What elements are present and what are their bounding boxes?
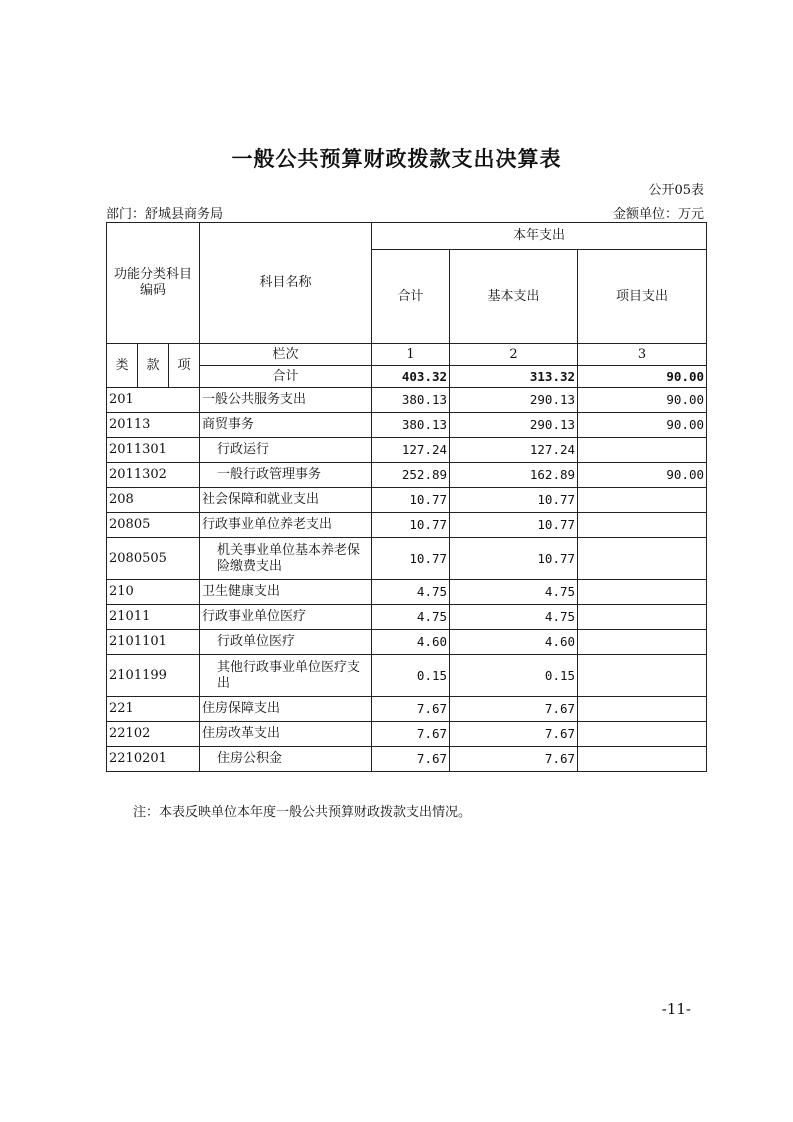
header-total: 合计 — [372, 250, 450, 344]
row-project — [578, 580, 707, 605]
table-row — [107, 697, 707, 722]
table-row — [107, 463, 707, 488]
row-total: 4.75 — [372, 605, 450, 630]
row-basic: 162.89 — [450, 463, 578, 488]
header-column-no: 栏次 — [200, 344, 372, 366]
row-project — [578, 655, 707, 697]
table-row — [107, 747, 707, 772]
table-row — [107, 413, 707, 438]
row-subject-name: 行政单位医疗 — [200, 630, 372, 655]
row-code: 2080505 — [107, 538, 200, 580]
total-sum: 403.32 — [372, 366, 450, 388]
row-total: 10.77 — [372, 488, 450, 513]
table-row — [107, 655, 707, 697]
row-subject-name: 卫生健康支出 — [200, 580, 372, 605]
row-code: 210 — [107, 580, 200, 605]
row-project — [578, 747, 707, 772]
row-code: 221 — [107, 697, 200, 722]
row-total: 10.77 — [372, 513, 450, 538]
table-row — [107, 513, 707, 538]
header-subject-name: 科目名称 — [200, 223, 372, 344]
row-subject-name: 机关事业单位基本养老保险缴费支出 — [200, 538, 372, 580]
row-subject-name: 商贸事务 — [200, 413, 372, 438]
row-subject-name: 行政事业单位养老支出 — [200, 513, 372, 538]
table-row — [107, 538, 707, 580]
table-row — [107, 488, 707, 513]
department-label: 部门：舒城县商务局 — [106, 207, 224, 222]
row-subject-name: 住房改革支出 — [200, 722, 372, 747]
row-total: 4.75 — [372, 580, 450, 605]
row-basic: 10.77 — [450, 513, 578, 538]
row-project — [578, 488, 707, 513]
row-basic: 7.67 — [450, 697, 578, 722]
form-number: 公开05表 — [648, 183, 704, 198]
header-xiang: 项 — [169, 344, 200, 388]
row-code: 2101199 — [107, 655, 200, 697]
row-code: 208 — [107, 488, 200, 513]
row-code: 2210201 — [107, 747, 200, 772]
row-code: 21011 — [107, 605, 200, 630]
row-basic: 290.13 — [450, 388, 578, 413]
expenditure-table — [106, 222, 707, 772]
row-subject-name: 住房保障支出 — [200, 697, 372, 722]
row-total: 4.60 — [372, 630, 450, 655]
row-code: 20113 — [107, 413, 200, 438]
table-row — [107, 438, 707, 463]
row-code: 2011302 — [107, 463, 200, 488]
row-subject-name: 一般行政管理事务 — [200, 463, 372, 488]
row-total: 252.89 — [372, 463, 450, 488]
row-basic: 4.75 — [450, 580, 578, 605]
table-row — [107, 605, 707, 630]
row-project — [578, 438, 707, 463]
row-subject-name: 社会保障和就业支出 — [200, 488, 372, 513]
row-project: 90.00 — [578, 413, 707, 438]
row-total: 380.13 — [372, 413, 450, 438]
row-total: 0.15 — [372, 655, 450, 697]
row-total: 10.77 — [372, 538, 450, 580]
row-project — [578, 605, 707, 630]
row-basic: 127.24 — [450, 438, 578, 463]
row-code: 20805 — [107, 513, 200, 538]
table-row — [107, 630, 707, 655]
row-basic: 7.67 — [450, 747, 578, 772]
table-row — [107, 580, 707, 605]
row-subject-name: 行政运行 — [200, 438, 372, 463]
row-project — [578, 722, 707, 747]
row-subject-name: 住房公积金 — [200, 747, 372, 772]
page-number: -11- — [661, 1000, 691, 1018]
header-col3: 3 — [578, 344, 707, 366]
row-basic: 10.77 — [450, 538, 578, 580]
table-row — [107, 388, 707, 413]
row-basic: 4.75 — [450, 605, 578, 630]
row-project — [578, 697, 707, 722]
row-total: 380.13 — [372, 388, 450, 413]
amount-unit-label: 金额单位：万元 — [612, 207, 704, 222]
row-total: 7.67 — [372, 722, 450, 747]
row-project — [578, 513, 707, 538]
header-current-year: 本年支出 — [372, 223, 707, 250]
header-col2: 2 — [450, 344, 578, 366]
row-subject-name: 行政事业单位医疗 — [200, 605, 372, 630]
row-project — [578, 630, 707, 655]
row-total: 7.67 — [372, 697, 450, 722]
header-lei: 类 — [107, 344, 138, 388]
row-basic: 290.13 — [450, 413, 578, 438]
total-label: 合计 — [200, 366, 372, 388]
row-subject-name: 其他行政事业单位医疗支出 — [200, 655, 372, 697]
row-basic: 4.60 — [450, 630, 578, 655]
row-subject-name: 一般公共服务支出 — [200, 388, 372, 413]
row-project — [578, 538, 707, 580]
total-basic: 313.32 — [450, 366, 578, 388]
row-project: 90.00 — [578, 388, 707, 413]
row-basic: 0.15 — [450, 655, 578, 697]
table-row — [107, 722, 707, 747]
header-col1: 1 — [372, 344, 450, 366]
row-code: 2101101 — [107, 630, 200, 655]
row-basic: 10.77 — [450, 488, 578, 513]
header-project: 项目支出 — [578, 250, 707, 344]
row-project: 90.00 — [578, 463, 707, 488]
row-total: 127.24 — [372, 438, 450, 463]
row-total: 7.67 — [372, 747, 450, 772]
header-func-code: 功能分类科目编码 — [107, 223, 200, 344]
total-project: 90.00 — [578, 366, 707, 388]
row-code: 22102 — [107, 722, 200, 747]
footnote: 注：本表反映单位本年度一般公共预算财政拨款支出情况。 — [133, 805, 472, 820]
header-basic: 基本支出 — [450, 250, 578, 344]
row-code: 201 — [107, 388, 200, 413]
page-title: 一般公共预算财政拨款支出决算表 — [231, 147, 562, 171]
row-code: 2011301 — [107, 438, 200, 463]
header-kuan: 款 — [138, 344, 169, 388]
row-basic: 7.67 — [450, 722, 578, 747]
